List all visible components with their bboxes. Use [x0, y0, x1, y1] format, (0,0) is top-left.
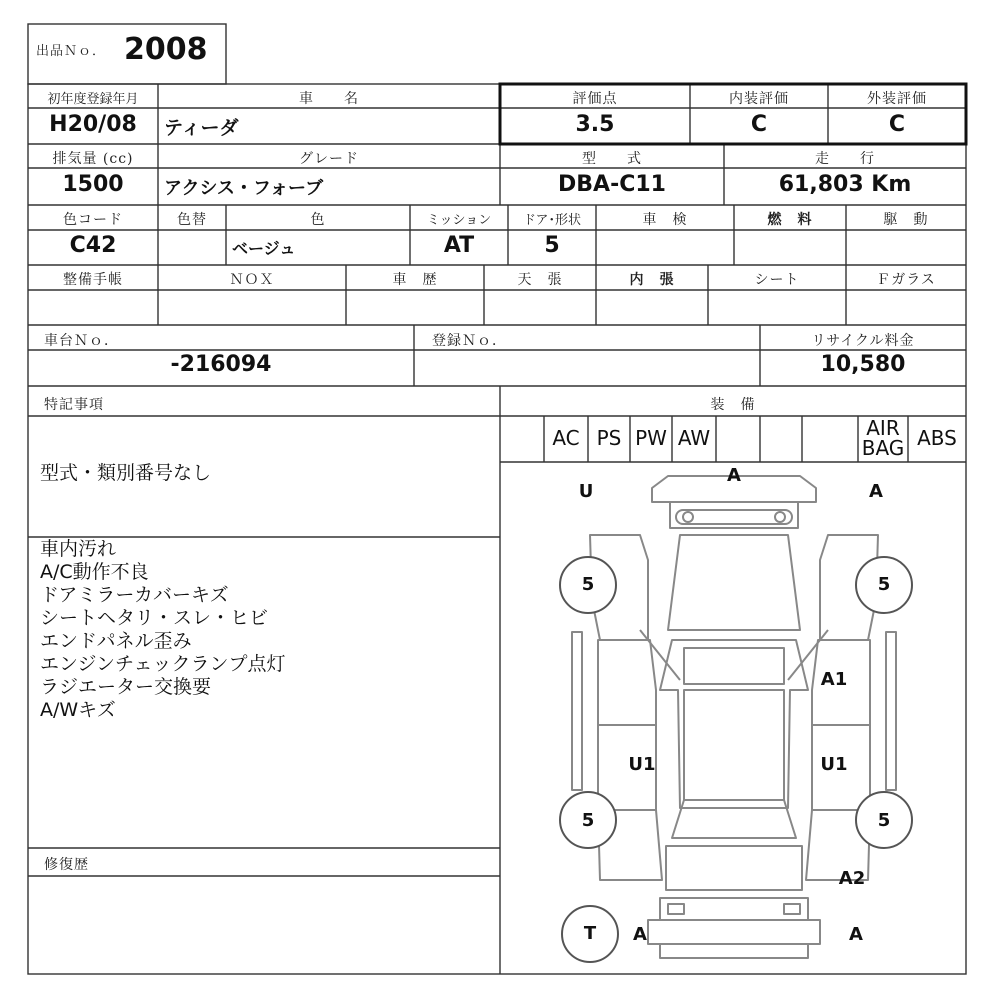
mark-front-bumper: A: [727, 465, 741, 486]
chassis-no-value: -216094: [170, 352, 272, 377]
notes-box-2-line: ドアミラーカバーキズ: [40, 584, 229, 606]
door-shape-label: ドア･形状: [522, 213, 582, 228]
mark-rear-left: A: [633, 924, 647, 945]
grade-label: グレード: [299, 151, 359, 167]
headliner-label: 天 張: [517, 272, 563, 288]
notes-label: 特記事項: [44, 397, 104, 413]
mark-right-front-door: A1: [820, 669, 848, 690]
reg-date-value: H20/08: [49, 112, 137, 137]
displacement-label: 排気量 (cc): [52, 151, 134, 167]
notes-box-2-line: エンドパネル歪み: [40, 630, 192, 652]
mileage-label: 走 行: [815, 151, 875, 167]
front-glass-label: Ｆガラス: [876, 272, 936, 288]
color-label: 色: [310, 212, 326, 228]
mission-label: ミッション: [426, 213, 492, 228]
mark-tire-rear-right: 5: [877, 810, 891, 831]
notes-box-2-line: A/Wキズ: [40, 699, 116, 721]
interior-grade-value: C: [750, 112, 768, 137]
nox-label: ＮＯＸ: [229, 272, 275, 288]
grade-value: アクシス・フォーブ: [164, 178, 324, 199]
notes-box-1-line: 型式・類別番号なし: [40, 462, 212, 484]
reg-date-label: 初年度登録年月: [47, 92, 139, 107]
mark-tire-front-right: 5: [877, 574, 891, 595]
model-value: DBA-C11: [558, 172, 666, 197]
mark-rear-right: A2: [838, 868, 866, 889]
fuel-label: 燃 料: [767, 212, 813, 228]
car-name-label: 車 名: [299, 91, 359, 107]
repair-history-label: 修復歴: [44, 857, 89, 873]
vehicle-history-label: 車 歴: [392, 272, 438, 288]
score-value: 3.5: [575, 112, 615, 137]
recycle-fee-value: 10,580: [820, 352, 906, 377]
mark-front-right: A: [869, 481, 883, 502]
model-label: 型 式: [582, 151, 642, 167]
equipment-item: AIR BAG: [861, 416, 905, 460]
mark-spare-tire: T: [583, 923, 597, 944]
maintenance-book-label: 整備手帳: [63, 272, 123, 288]
notes-box-2-line: エンジンチェックランプ点灯: [40, 653, 286, 675]
mark-tire-rear-left: 5: [581, 810, 595, 831]
displacement-value: 1500: [62, 172, 124, 197]
notes-box-2-line: A/C動作不良: [40, 561, 149, 583]
interior-trim-label: 内 張: [629, 272, 675, 288]
score-label: 評価点: [572, 91, 618, 107]
inspection-label: 車 検: [642, 212, 688, 228]
mark-right-side: U1: [820, 754, 848, 775]
notes-box-2-line: ラジエーター交換要: [40, 676, 212, 698]
door-shape-value: 5: [544, 233, 560, 258]
exterior-grade-label: 外装評価: [867, 91, 927, 107]
equipment-item: AW: [677, 426, 711, 450]
interior-grade-label: 内装評価: [729, 91, 789, 107]
equipment-item: ABS: [917, 426, 957, 450]
mission-value: AT: [443, 233, 475, 258]
registration-no-label: 登録Ｎｏ．: [432, 333, 507, 349]
car-name-value: ティーダ: [164, 117, 239, 139]
chassis-no-label: 車台Ｎｏ．: [44, 333, 119, 349]
recycle-fee-label: リサイクル料金: [811, 333, 915, 349]
color-code-label: 色コード: [63, 212, 123, 228]
exterior-grade-value: C: [888, 112, 906, 137]
equipment-item: PW: [635, 426, 667, 450]
notes-box-2-line: 車内汚れ: [40, 538, 117, 560]
lot-label: 出品Ｎｏ．: [36, 44, 107, 59]
mark-rear-right-bottom: A: [849, 924, 863, 945]
color-code-value: C42: [69, 233, 117, 258]
seat-label: シート: [754, 272, 800, 288]
color-value: ベージュ: [232, 239, 296, 258]
mileage-value: 61,803 Km: [778, 172, 912, 197]
notes-box-2-line: シートヘタリ・スレ・ヒビ: [40, 607, 269, 629]
mark-left-side: U1: [628, 754, 656, 775]
equipment-label: 装 備: [710, 397, 756, 413]
recolor-label: 色替: [177, 212, 207, 228]
equipment-item: PS: [596, 426, 622, 450]
mark-front-left: U: [578, 481, 594, 502]
drive-label: 駆 動: [883, 212, 929, 228]
lot-number: 2008: [124, 32, 208, 67]
mark-tire-front-left: 5: [581, 574, 595, 595]
equipment-item: AC: [552, 426, 580, 450]
